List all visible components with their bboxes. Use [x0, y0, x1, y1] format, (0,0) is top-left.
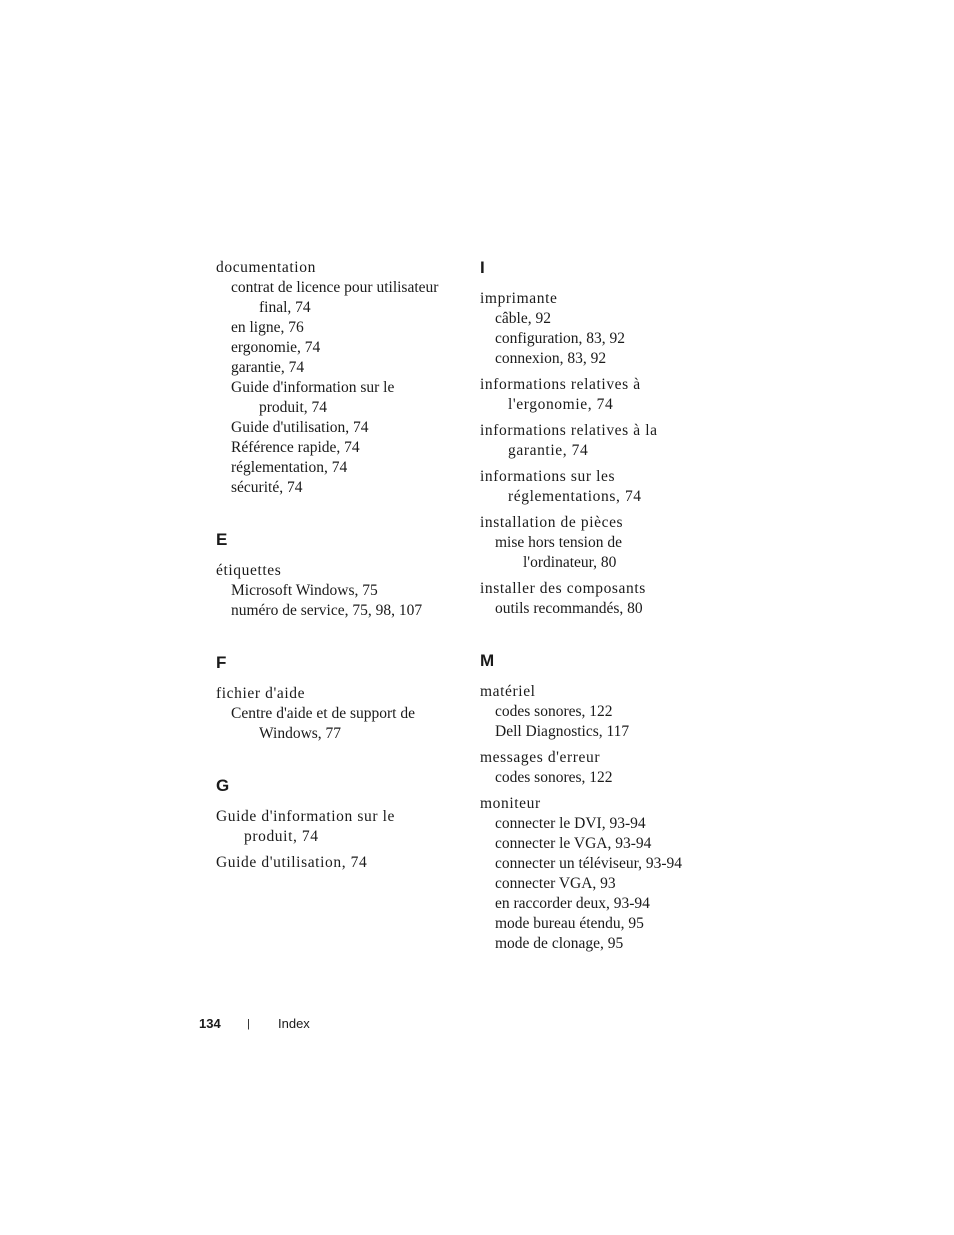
section-spacer	[216, 498, 466, 530]
index-entry-continuation: l'ergonomie, 74	[508, 396, 614, 413]
index-entry: informations relatives à	[480, 376, 641, 393]
page-footer	[199, 1015, 399, 1033]
index-entry: imprimante	[480, 290, 558, 307]
index-subentry: connecter le DVI, 93-94	[495, 815, 646, 832]
section-spacer	[480, 619, 730, 651]
index-entry-continuation: garantie, 74	[508, 442, 589, 459]
index-subentry: connecter le VGA, 93-94	[495, 835, 652, 852]
index-entry-continuation: Windows, 77	[259, 725, 342, 742]
index-entry-continuation: produit, 74	[244, 828, 319, 845]
index-entry: moniteur	[480, 795, 541, 812]
page-number: 134	[199, 1016, 221, 1031]
index-entry: étiquettes	[216, 562, 282, 579]
index-subentry: réglementation, 74	[231, 459, 348, 476]
index-subentry: mise hors tension de	[495, 534, 622, 551]
index-subentry: numéro de service, 75, 98, 107	[231, 602, 423, 619]
index-entry-continuation: final, 74	[259, 299, 311, 316]
index-entry: documentation	[216, 259, 316, 276]
index-subentry: Guide d'utilisation, 74	[231, 419, 369, 436]
index-entry: messages d'erreur	[480, 749, 601, 766]
footer-separator: |	[247, 1018, 250, 1030]
index-subentry: câble, 92	[495, 310, 551, 327]
index-subentry: mode bureau étendu, 95	[495, 915, 644, 932]
index-subentry: codes sonores, 122	[495, 769, 613, 786]
index-column-left	[216, 258, 466, 873]
index-subentry: en ligne, 76	[231, 319, 304, 336]
index-subentry: Dell Diagnostics, 117	[495, 723, 630, 740]
index-subentry: en raccorder deux, 93-94	[495, 895, 650, 912]
index-subentry: mode de clonage, 95	[495, 935, 624, 952]
index-subentry: connecter un téléviseur, 93-94	[495, 855, 683, 872]
index-subentry: Microsoft Windows, 75	[231, 582, 378, 599]
index-letter-heading: E	[216, 530, 228, 549]
index-subentry: connexion, 83, 92	[495, 350, 607, 367]
index-column-right	[480, 258, 730, 954]
index-entry-continuation: l'ordinateur, 80	[523, 554, 617, 571]
index-letter-heading: I	[480, 258, 485, 277]
footer-section-label: Index	[278, 1016, 310, 1031]
index-entry: Guide d'utilisation, 74	[216, 854, 368, 871]
section-spacer	[216, 621, 466, 653]
index-letter-heading: F	[216, 653, 227, 672]
index-subentry: outils recommandés, 80	[495, 600, 643, 617]
index-subentry: codes sonores, 122	[495, 703, 613, 720]
index-entry: Guide d'information sur le	[216, 808, 395, 825]
index-entry-continuation: réglementations, 74	[508, 488, 642, 505]
index-entry: informations relatives à la	[480, 422, 658, 439]
index-subentry: configuration, 83, 92	[495, 330, 626, 347]
index-entry: installation de pièces	[480, 514, 624, 531]
index-subentry: sécurité, 74	[231, 479, 303, 496]
index-subentry: contrat de licence pour utilisateur	[231, 279, 439, 296]
index-subentry: ergonomie, 74	[231, 339, 321, 356]
index-entry-continuation: produit, 74	[259, 399, 328, 416]
index-letter-heading: M	[480, 651, 495, 670]
index-entry: installer des composants	[480, 580, 646, 597]
index-entry: fichier d'aide	[216, 685, 306, 702]
index-entry: matériel	[480, 683, 536, 700]
index-subentry: Guide d'information sur le	[231, 379, 395, 396]
index-letter-heading: G	[216, 776, 230, 795]
section-spacer	[216, 744, 466, 776]
index-entry: informations sur les	[480, 468, 616, 485]
index-subentry: garantie, 74	[231, 359, 305, 376]
index-subentry: connecter VGA, 93	[495, 875, 616, 892]
index-subentry: Référence rapide, 74	[231, 439, 360, 456]
index-subentry: Centre d'aide et de support de	[231, 705, 415, 722]
